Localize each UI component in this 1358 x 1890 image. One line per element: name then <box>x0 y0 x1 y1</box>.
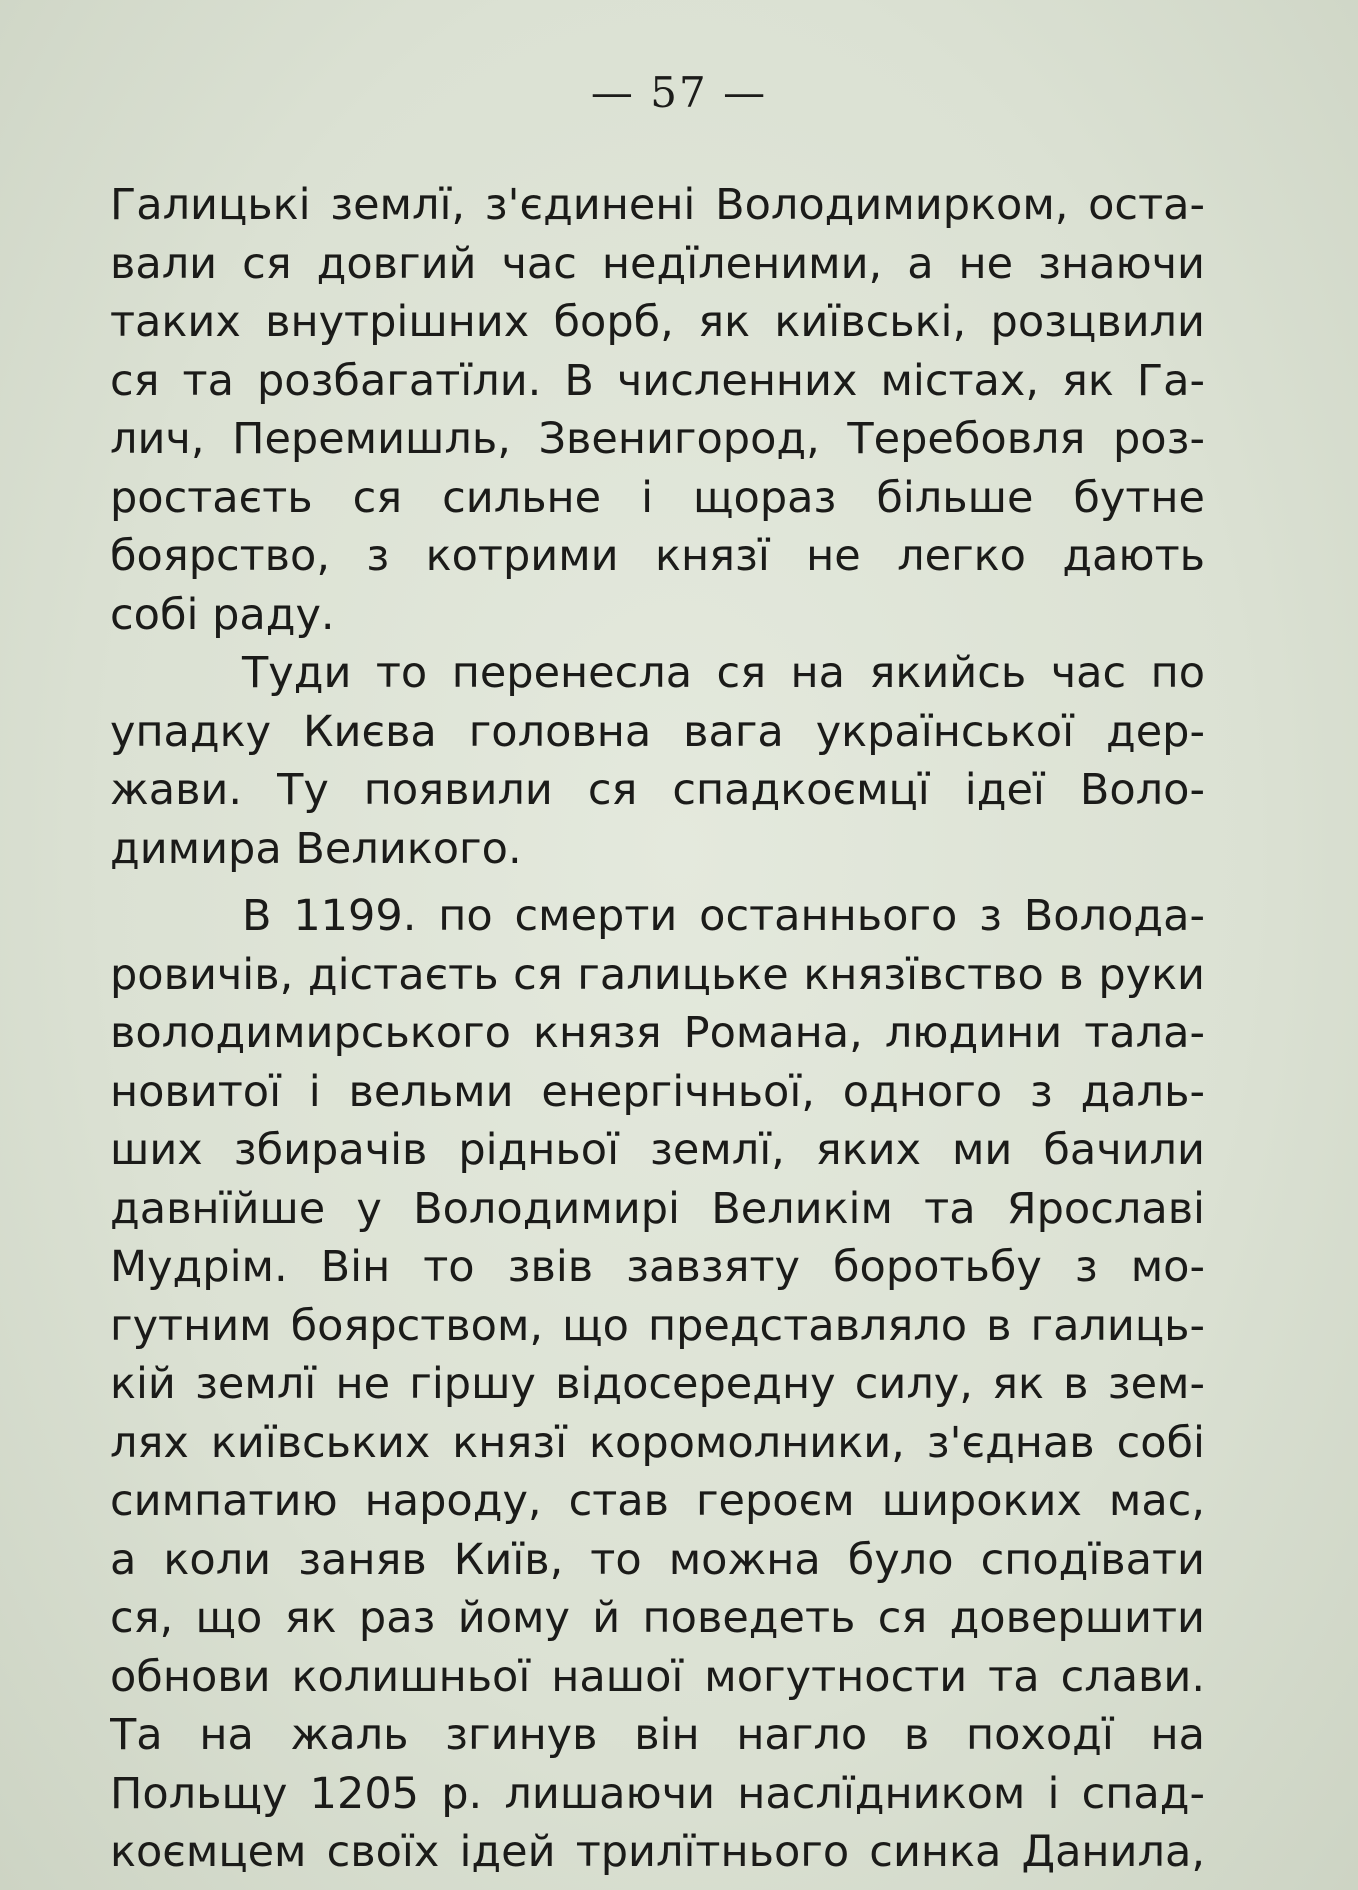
text-line: жави. Ту появили ся спадкоємцї ідеї Воло- <box>110 765 1205 815</box>
text-line: ших збирачів рідньої землї, яких ми бачили <box>110 1125 1205 1175</box>
text-line: Туди то перенесла ся на якийсь час по <box>242 648 1205 698</box>
text-line: новитої і вельми енергічньої, одного з даль- <box>110 1066 1205 1117</box>
text-line: а коли заняв Київ, то можна було сподївати <box>110 1534 1205 1585</box>
text-line: лях київських князї коромолники, з'єднав собі <box>110 1417 1205 1468</box>
body-text <box>110 176 1205 1882</box>
text-line: кій землї не гіршу відосередну силу, як в зем- <box>110 1359 1205 1409</box>
text-line: Мудрім. Він то звів завзяту боротьбу з мо- <box>110 1242 1205 1292</box>
text-line: володимирського князя Романа, людини тала- <box>110 1008 1205 1058</box>
text-line: ся та розбагатїли. В численних містах, як Га- <box>110 355 1205 406</box>
text-line: димира Великого. <box>110 823 522 874</box>
text-line: Польщу 1205 р. лишаючи наслїдником і спад- <box>110 1768 1205 1819</box>
text-line: боярство, з котрими князї не легко дають <box>110 531 1205 581</box>
text-line: давнїйше у Володимирі Великім та Ярославі <box>110 1183 1205 1234</box>
text-line: ровичів, дістаєть ся галицьке князївство в руки <box>110 949 1205 1000</box>
text-line: обнови колишньої нашої могутности та слави. <box>110 1651 1205 1702</box>
text-line: вали ся довгий час недїленими, а не знаючи <box>110 238 1205 289</box>
text-line: ся, що як раз йому й поведеть ся довершити <box>110 1593 1205 1643</box>
paragraph-gap <box>110 878 1205 887</box>
text-line: собі раду. <box>110 589 335 640</box>
text-line: Та на жаль згинув він нагло в походї на <box>110 1710 1205 1760</box>
text-line: ростаєть ся сильне і щораз більше бутне <box>110 472 1205 523</box>
text-line: упадку Києва головна вага української дер- <box>110 706 1205 757</box>
text-line: гутним боярством, що представляло в галиць- <box>110 1300 1205 1351</box>
text-line: В 1199. по смерти останнього з Волода- <box>242 891 1205 941</box>
text-line: лич, Перемишль, Звенигород, Теребовля роз- <box>110 414 1205 464</box>
text-line: Галицькі землї, з'єдинені Володимирком, оста- <box>110 180 1205 230</box>
text-line: коємцем своїх ідей трилїтнього синка Данила, <box>110 1827 1205 1877</box>
text-line: симпатию народу, став героєм широких мас, <box>110 1476 1205 1526</box>
text-line: таких внутрішних борб, як київські, розцвили <box>110 297 1205 347</box>
page-number: — 57 — <box>590 68 768 117</box>
